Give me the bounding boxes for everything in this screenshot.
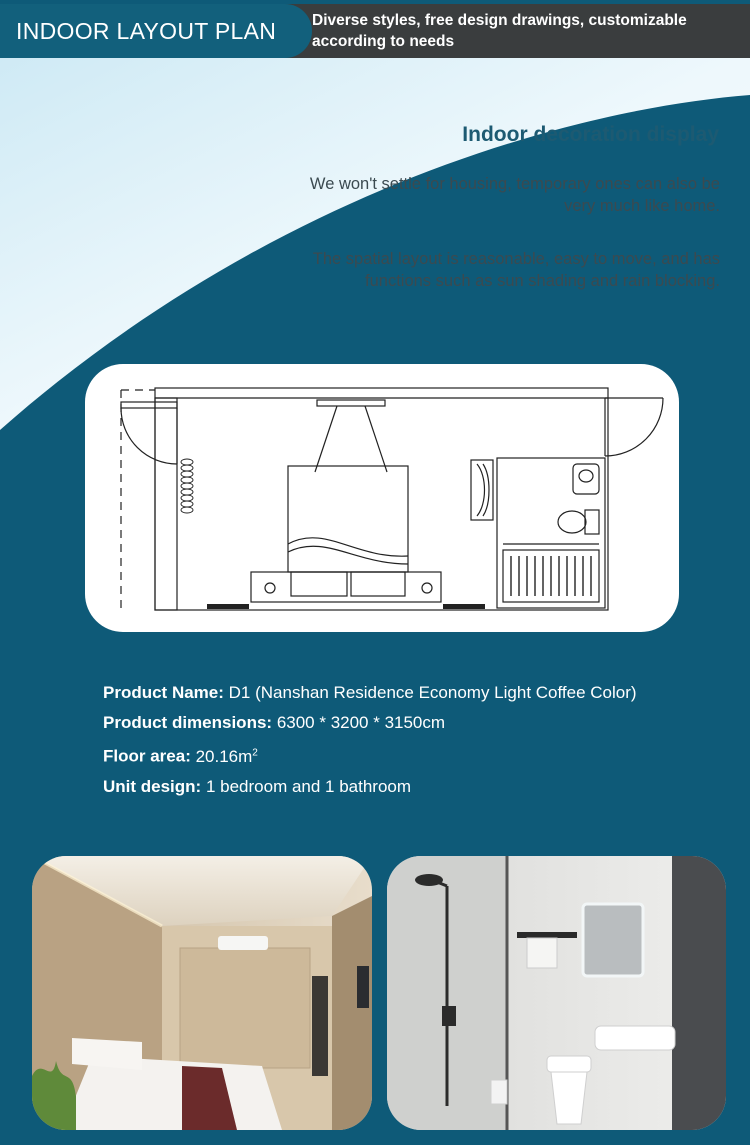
spec-label: Unit design: [103,776,202,796]
floor-plan-drawing [85,364,679,632]
header-tagline: Diverse styles, free design drawings, customizable according to needs [282,4,750,58]
floor-plan-outer-wall [155,388,608,610]
nightstand-lamp-left [265,583,275,593]
spec-unit-superscript: 2 [252,747,258,758]
spec-dimensions [103,708,637,738]
header-title: INDOOR LAYOUT PLAN [0,4,312,58]
intro-paragraph-1: We won't settle for housing, temporary ones can also be very much like home. [309,175,720,215]
spec-label: Floor area: [103,746,191,766]
intro-paragraph-2: The spatial layout is reasonable, easy to move, and has functions such as sun shading and rain blocking. [312,250,720,290]
bedroom-photo [32,856,372,1130]
sink [573,464,599,494]
spec-value: 1 bedroom and 1 bathroom [205,776,412,796]
spec-product-name [103,678,637,708]
intro-title: Indoor decoration display [462,123,719,146]
nightstand-lamp-right [422,583,432,593]
bathroom-photo [387,856,726,1130]
spec-value: 20.16m [195,746,253,766]
spec-floor-area [103,738,637,772]
toilet [558,511,586,533]
header [0,0,750,58]
door-swing-left [121,408,177,464]
floor-plan-card [85,364,679,632]
door-swing-right [605,398,663,456]
product-specs [103,678,637,802]
spec-label: Product Name: [103,683,224,702]
spec-unit-design [103,772,637,802]
spec-value: D1 (Nanshan Residence Economy Light Coffee Color) [228,683,637,702]
spec-value: 6300 * 3200 * 3150cm [276,713,446,732]
spec-label: Product dimensions: [103,713,273,732]
